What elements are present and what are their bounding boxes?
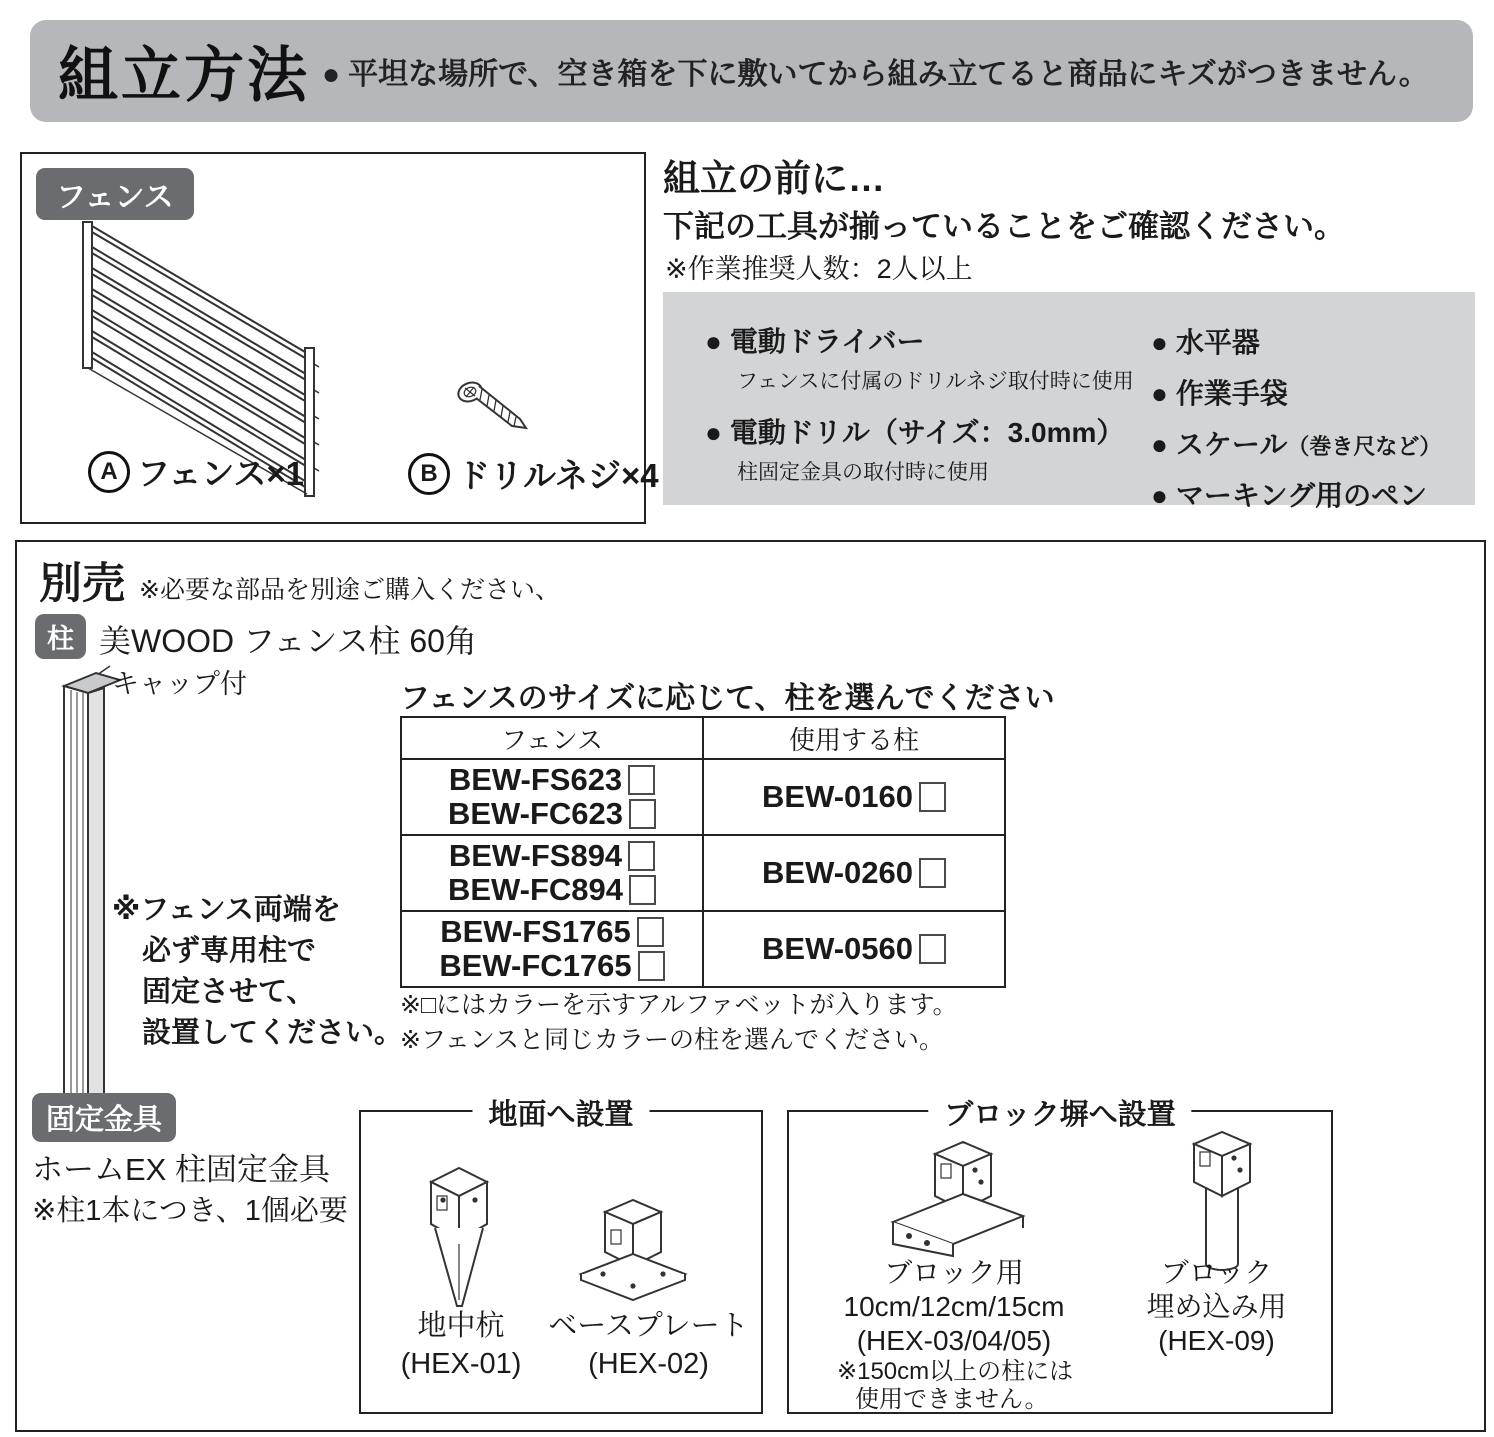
hardware-note: ※柱1本につき、1個必要 <box>32 1195 348 1227</box>
pillar-table <box>400 716 1006 988</box>
bullet-icon: ● <box>705 417 722 448</box>
fence-badge: フェンス <box>36 168 194 220</box>
text-line: 10cm/12cm/15cm <box>843 1291 1065 1322</box>
col-header-pillar: 使用する柱 <box>788 724 919 755</box>
product-code: BEW-FS623 <box>449 763 655 797</box>
color-code-box <box>628 765 655 795</box>
pillar-table-title: フェンスのサイズに応じて、柱を選んでください <box>400 682 1055 715</box>
cap-label: キャップ付 <box>112 669 247 699</box>
sold-separately-box <box>15 540 1486 1432</box>
color-code-box <box>919 782 946 812</box>
tools-col-left <box>705 320 1135 502</box>
before-note: ※作業推奨人数：2人以上 <box>665 254 973 284</box>
table-row <box>402 760 1004 836</box>
text-line: ブロック <box>1160 1257 1273 1288</box>
hardware-name: ホームEX 柱固定金具 <box>32 1152 330 1187</box>
color-code-box <box>629 799 656 829</box>
text-line: ブロック用 <box>884 1257 1024 1288</box>
block-embed-label <box>1119 1256 1314 1358</box>
product-code: BEW-FC894 <box>448 873 656 907</box>
product-code: BEW-0560 <box>762 932 946 966</box>
pillar-table-header <box>402 718 1004 760</box>
bullet-icon: ● <box>1151 429 1168 460</box>
tool-item: ● 電動ドリル（サイズ：3.0mm） 柱固定金具の取付時に使用 <box>705 417 1125 484</box>
color-code-box <box>919 858 946 888</box>
fence-codes-cell <box>402 760 704 834</box>
tools-col-right <box>1151 310 1471 525</box>
text-line: (HEX-02) <box>588 1348 709 1380</box>
pillar-code-cell <box>704 760 1004 834</box>
text-line: (HEX-09) <box>1158 1325 1275 1356</box>
text-line: 設置してください。 <box>142 1017 404 1049</box>
header-note-text: 平坦な場所で、空き箱を下に敷いてから組み立てると商品にキズがつきません。 <box>348 58 1429 91</box>
bullet-icon: ● <box>322 58 341 91</box>
fence-codes-cell <box>402 836 704 910</box>
pillar-table-body <box>402 760 1004 986</box>
tool-item: ● スケール（巻き尺など） <box>1151 429 1442 460</box>
circled-b-icon: B <box>408 453 450 495</box>
text-line: ※150cm以上の柱には <box>837 1358 1074 1385</box>
pillar-code-cell <box>704 912 1004 986</box>
base-plate-icon <box>573 1194 693 1309</box>
header-bar <box>30 20 1473 122</box>
text-line: ※フェンスと同じカラーの柱を選んでください。 <box>400 1026 944 1054</box>
tools-box <box>663 292 1475 511</box>
ground-install-title: 地面へ設置 <box>472 1092 649 1133</box>
text-line: 固定させて、 <box>142 976 316 1008</box>
text-line: (HEX-03/04/05) <box>856 1325 1052 1356</box>
product-code: BEW-FC623 <box>448 797 656 831</box>
part-label-screw <box>408 450 659 497</box>
stake-label <box>371 1307 551 1383</box>
page-title: 組立方法 <box>58 42 310 109</box>
text-line: ベースプレート <box>548 1310 749 1342</box>
sold-separately-note: ※必要な部品を別途ご購入ください、 <box>139 576 560 604</box>
text-line: ※□にはカラーを示すアルファベットが入ります。 <box>400 991 958 1019</box>
pillar-badge: 柱 <box>35 614 86 659</box>
before-title: 組立の前に… <box>663 158 885 199</box>
part-fence-text: フェンス×1 <box>137 455 304 492</box>
hardware-badge: 固定金具 <box>32 1093 176 1142</box>
ground-install-box <box>359 1099 763 1414</box>
product-code: BEW-FS894 <box>449 839 655 873</box>
drill-screw-icon <box>452 376 532 446</box>
circled-a-icon: A <box>88 451 130 493</box>
tool-item: ● マーキング用のペン <box>1151 480 1428 511</box>
ground-stake-icon <box>419 1160 499 1310</box>
text-line: 必ず専用柱で <box>142 935 317 967</box>
table-row <box>402 912 1004 986</box>
pillar-product-name: 美WOOD フェンス柱 60角 <box>99 623 477 659</box>
color-code-box <box>919 934 946 964</box>
color-code-box <box>638 951 665 981</box>
block-install-title: ブロック塀へ設置 <box>928 1092 1191 1133</box>
pillar-table-notes <box>400 988 958 1058</box>
bullet-icon: ● <box>1151 378 1168 409</box>
bullet-icon: ● <box>1151 327 1168 358</box>
block-install-box <box>787 1099 1333 1414</box>
text-line: ※フェンス両端を <box>112 894 341 926</box>
sold-separately-title: 別売 <box>39 560 125 608</box>
part-label-fence <box>88 448 304 495</box>
fence-codes-cell <box>402 912 704 986</box>
text-line: (HEX-01) <box>400 1348 522 1380</box>
tool-item: ● 作業手袋 <box>1151 378 1288 409</box>
block-bracket-icon <box>877 1140 1037 1258</box>
product-code: BEW-0160 <box>762 780 946 814</box>
col-header-fence: フェンス <box>402 718 704 758</box>
part-screw-text: ドリルネジ×4 <box>457 457 659 494</box>
tool-item: ● 水平器 <box>1151 327 1260 358</box>
baseplate-label <box>541 1307 756 1383</box>
product-code: BEW-FS1765 <box>440 915 664 949</box>
color-code-box <box>629 875 656 905</box>
product-code: BEW-0260 <box>762 856 946 890</box>
bullet-icon: ● <box>1151 480 1168 511</box>
block-bracket-label <box>804 1256 1104 1358</box>
fence-parts-box <box>20 152 659 524</box>
product-code: BEW-FC1765 <box>439 949 664 983</box>
pillar-code-cell <box>704 836 1004 910</box>
text-line: 地中杭 <box>417 1310 505 1342</box>
bullet-icon: ● <box>705 326 722 357</box>
before-subtitle: 下記の工具が揃っていることをご確認ください。 <box>663 209 1345 244</box>
pillar-warning <box>112 890 403 1054</box>
header-note <box>322 49 1429 93</box>
text-line: 使用できません。 <box>855 1386 1049 1413</box>
table-row <box>402 836 1004 912</box>
block-bracket-note <box>837 1358 1073 1414</box>
color-code-box <box>628 841 655 871</box>
text-line: 埋め込み用 <box>1146 1291 1287 1322</box>
tool-item: ● 電動ドライバー フェンスに付属のドリルネジ取付時に使用 <box>705 326 1134 393</box>
color-code-box <box>637 917 664 947</box>
